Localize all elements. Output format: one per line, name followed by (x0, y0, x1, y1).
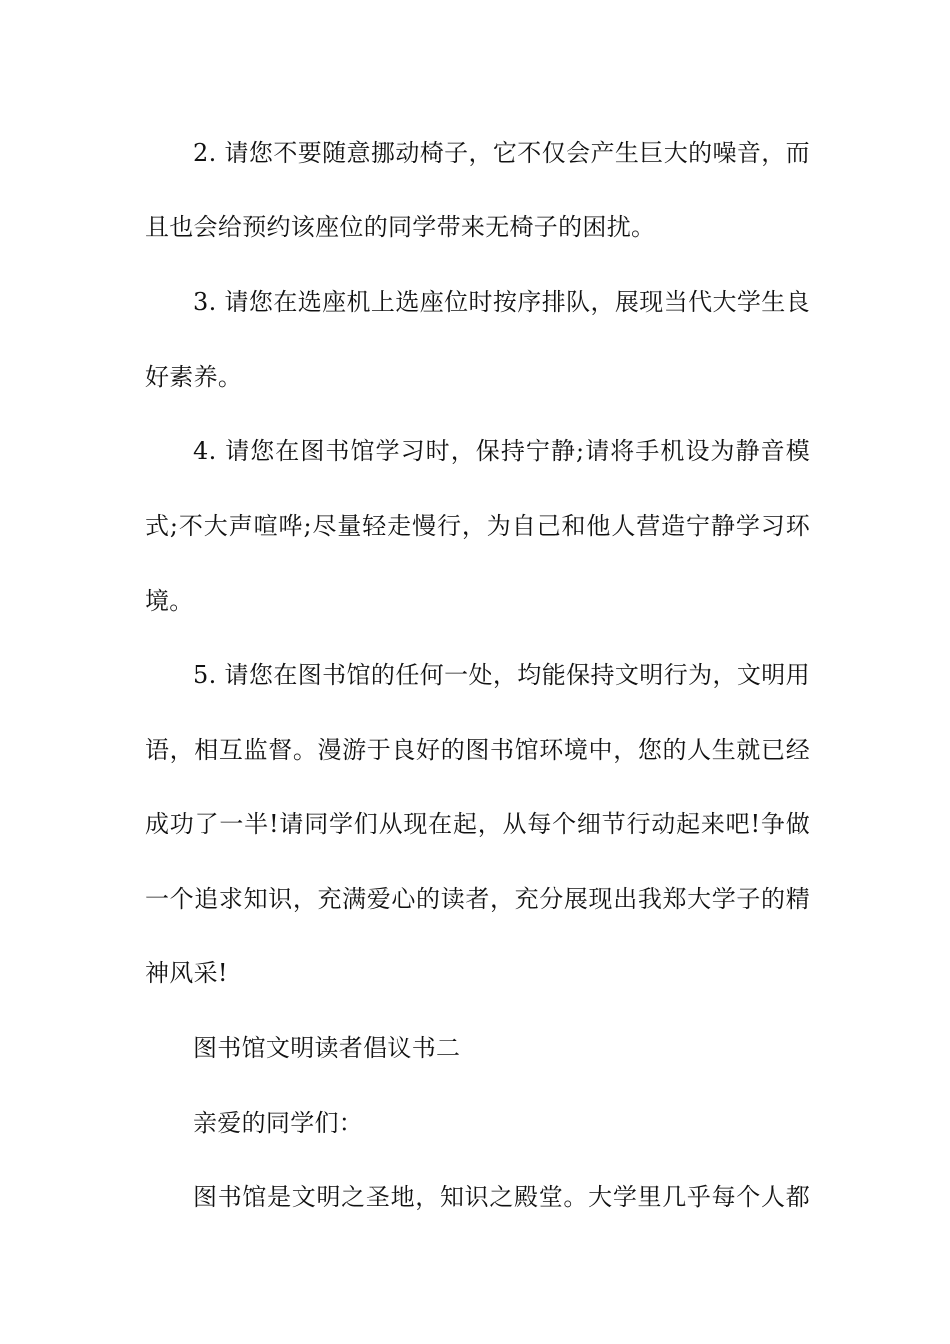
rule-2-line-1: 2. 请您不要随意挪动椅子，它不仅会产生巨大的噪音，而 (193, 139, 810, 167)
rule-5-line-2: 语，相互监督。漫游于良好的图书馆环境中，您的人生就已经 (145, 736, 810, 764)
rule-3-line-2: 好素养。 (145, 363, 243, 391)
rule-3-line-1: 3. 请您在选座机上选座位时按序排队，展现当代大学生良 (193, 288, 810, 316)
rule-2-line-2: 且也会给预约该座位的同学带来无椅子的困扰。 (145, 213, 656, 241)
rule-4-line-1: 4. 请您在图书馆学习时，保持宁静;请将手机设为静音模 (193, 437, 810, 465)
salutation: 亲爱的同学们： (193, 1109, 364, 1137)
rule-5-line-4: 一个追求知识，充满爱心的读者，充分展现出我郑大学子的精 (145, 885, 810, 913)
rule-5-line-1: 5. 请您在图书馆的任何一处，均能保持文明行为，文明用 (193, 661, 810, 689)
rule-5-line-5: 神风采! (145, 959, 228, 987)
rule-5-line-3: 成功了一半!请同学们从现在起，从每个细节行动起来吧!争做 (145, 810, 810, 838)
rule-4-line-3: 境。 (145, 587, 194, 615)
intro-line-1: 图书馆是文明之圣地，知识之殿堂。大学里几乎每个人都 (193, 1183, 810, 1211)
section-title: 图书馆文明读者倡议书二 (193, 1034, 461, 1062)
rule-4-line-2: 式;不大声喧哗;尽量轻走慢行，为自己和他人营造宁静学习环 (145, 512, 810, 540)
